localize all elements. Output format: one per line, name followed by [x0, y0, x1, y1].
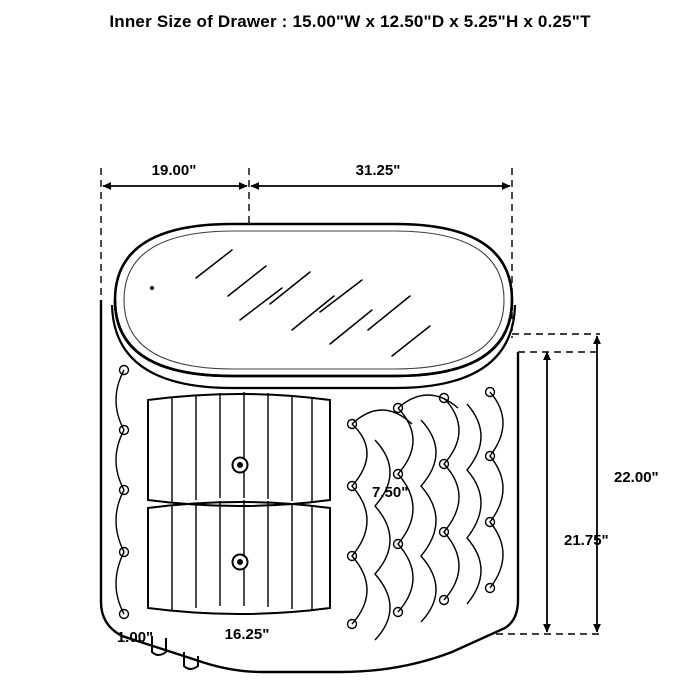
dimension-label-31-25: 31.25" [355, 162, 401, 179]
dimension-label-1-00: 1.00" [116, 629, 154, 646]
page-title: Inner Size of Drawer : 15.00"W x 12.50"D x 5.25"H x 0.25"T [109, 12, 591, 31]
dimension-label-22-00: 22.00" [614, 469, 659, 486]
oval-top [115, 224, 512, 376]
dimension-label-16-25: 16.25" [224, 626, 270, 643]
dimension-label-21-75: 21.75" [564, 532, 609, 549]
right-dimension-arrows [547, 336, 597, 632]
dimension-label-7-50: 7.50" [372, 484, 409, 501]
dimension-label-19: 19.00" [151, 162, 197, 179]
